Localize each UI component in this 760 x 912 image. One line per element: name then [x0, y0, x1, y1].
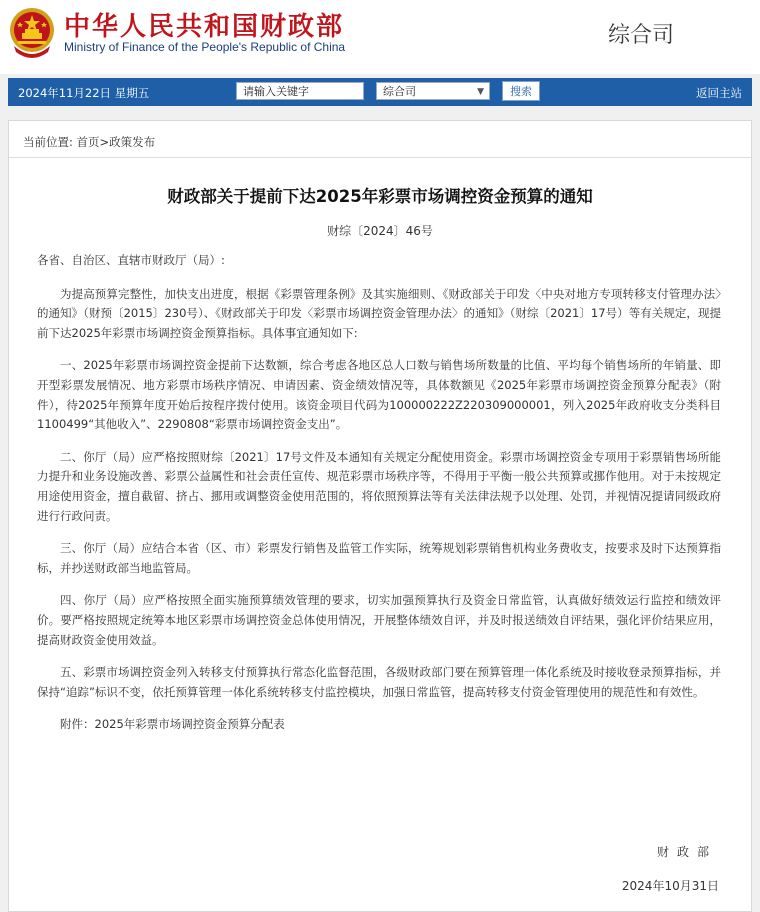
breadcrumb — [23, 134, 155, 150]
document-number: 财综〔2024〕46号 — [327, 224, 433, 238]
scope-select[interactable] — [376, 82, 490, 100]
document-title: 财政部关于提前下达2025年彩票市场调控资金预算的通知 — [167, 187, 593, 206]
search-input[interactable]: 请输入关键字 — [236, 82, 364, 100]
top-navbar — [8, 78, 752, 106]
breadcrumb-divider — [9, 157, 751, 158]
attachment-note: 附件：2025年彩票市场调控资金预算分配表 — [60, 717, 285, 732]
article-panel — [8, 120, 752, 912]
site-header — [0, 0, 760, 74]
document-addressee: 各省、自治区、直辖市财政厅（局）: — [37, 253, 225, 267]
paragraph: 四、你厅（局）应严格按照全面实施预算绩效管理的要求，切实加强预算执行及资金日常监管，认真做好绩效运行监控和绩效评价。要严格按照规定统筹本地区彩票市场调控资金总体使用情况，开展整体绩效自评，并及时报送绩效自评结果，强化评价结果应用，提高财政资金使用效益。 — [37, 593, 721, 647]
department-name: 综合司 — [608, 23, 675, 48]
breadcrumb-separator: > — [99, 135, 110, 149]
paragraph: 三、你厅（局）应结合本省（区、市）彩票发行销售及监管工作实际，统筹规划彩票销售机构业务费收支，按要求及时下达预算指标，并抄送财政部当地监管局。 — [37, 541, 721, 575]
document-signature: 财政部 — [656, 845, 717, 859]
breadcrumb-home[interactable]: 首页 — [76, 135, 100, 149]
site-title-en: Ministry of Finance of the People's Republic of China — [64, 40, 346, 54]
paragraph: 二、你厅（局）应严格按照财综〔2021〕17号文件及本通知有关规定分配使用资金。彩票市场调控资金专项用于彩票销售场所能力提升和业务设施改善、彩票公益属性和社会责任宣传、规范彩票市场秩序等，不得用于平衡一般公共预算或挪作他用。对于未按规定用途使用资金，擅自截留、挤占、挪用或调整资金使用范围的，将依照预算法等有关法律法规予以处理、处罚，并视情况提请同级政府进行行政问责。 — [37, 449, 721, 523]
search-button[interactable]: 搜索 — [502, 81, 540, 101]
paragraph: 为提高预算完整性，加快支出进度，根据《彩票管理条例》及其实施细则、《财政部关于印发〈中央对地方专项转移支付管理办法〉的通知》（财预〔2015〕230号）、《财政部关于印发〈彩票市场调控资金管理办法〉的通知》（财综〔2021〕17号）等有关规定，现提前下达2025年彩票市场调控资金预算指标。具体事宜通知如下: — [37, 286, 721, 340]
breadcrumb-prefix: 当前位置: — [23, 135, 73, 149]
chevron-down-icon: ▼ — [477, 87, 484, 97]
paragraph: 五、彩票市场调控资金列入转移支付预算执行常态化监督范围，各级财政部门要在预算管理一体化系统及时接收登录预算指标，并保持“追踪”标识不变，依托预算管理一体化系统转移支付监控模块，加强日常监管，提高转移支付资金管理使用的规范性和有效性。 — [37, 665, 721, 699]
return-home-link[interactable]: 返回主站 — [696, 86, 742, 100]
scope-select-value: 综合司 — [383, 85, 416, 98]
document-date: 2024年10月31日 — [621, 879, 719, 893]
breadcrumb-current[interactable]: 政策发布 — [109, 135, 156, 149]
paragraph: 一、2025年彩票市场调控资金提前下达数额，综合考虑各地区总人口数与销售场所数量的比值、平均每个销售场所的年销量、即开型彩票发展情况、地方彩票市场秩序情况、申请因素、资金绩效情况等，具体数额见《2025年彩票市场调控资金预算分配表》（附件），待2025年预算年度开始后按程序拨付使用。该资金项目代码为100000222Z220309000001，列入2025年政府收支分类科目1100499“其他收入”、2290808“彩票市场调控资金支出”。 — [37, 358, 721, 432]
national-emblem-icon — [8, 6, 56, 60]
site-title-cn: 中华人民共和国财政部 — [64, 12, 345, 42]
current-date: 2024年11月22日 星期五 — [18, 86, 150, 100]
document-body — [37, 251, 721, 748]
